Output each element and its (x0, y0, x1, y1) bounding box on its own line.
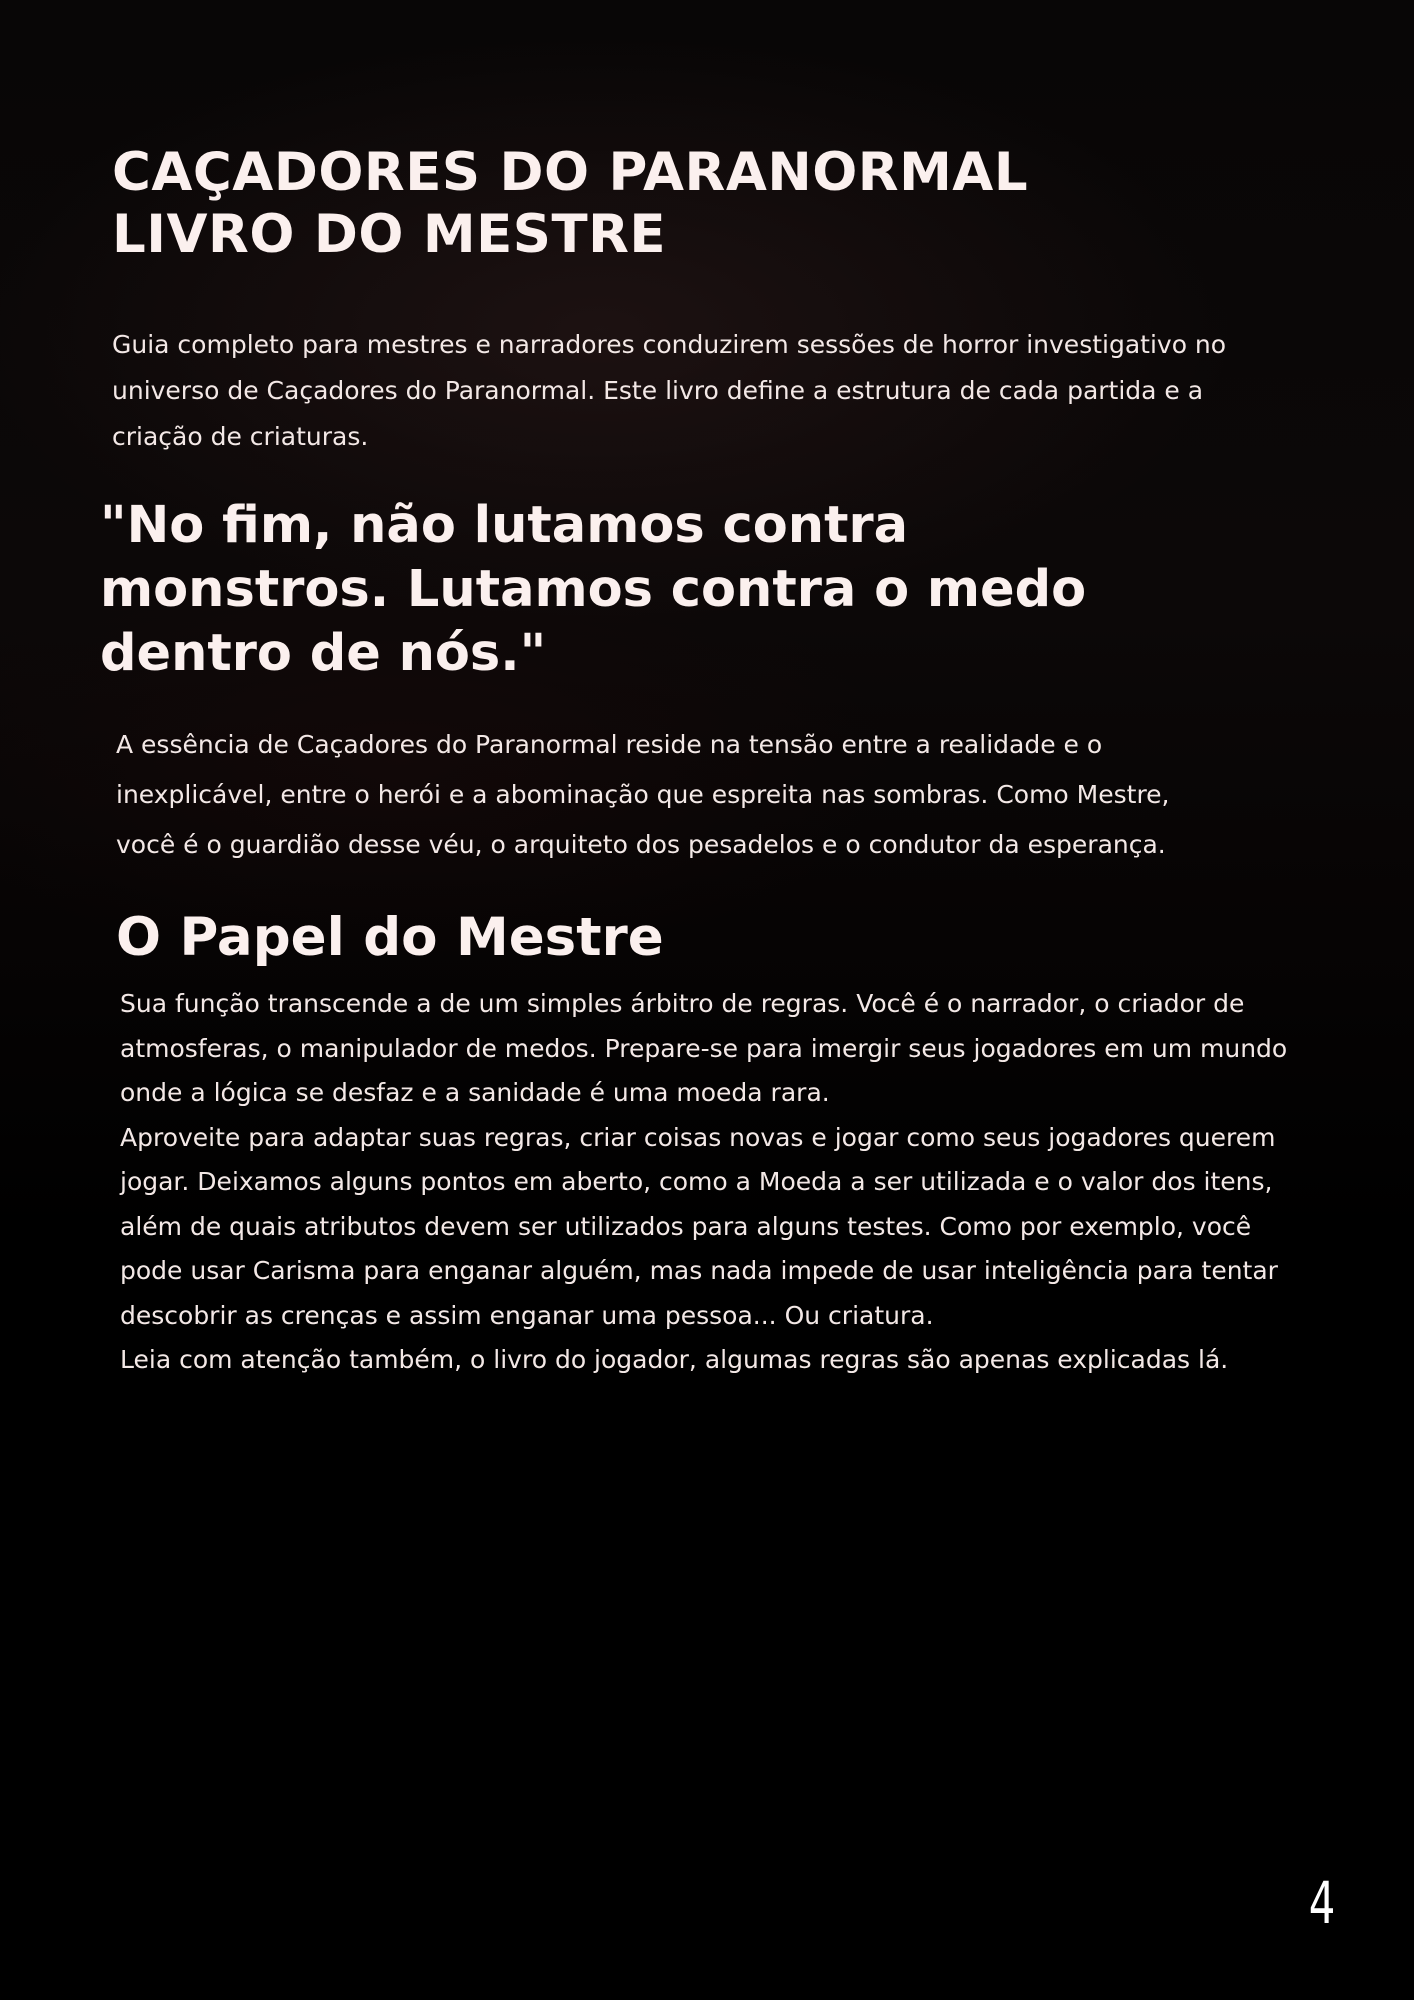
section-body (120, 982, 1287, 1383)
intro-line: criação de criaturas. (112, 422, 369, 451)
page-number: 4 (1308, 1869, 1336, 1937)
body-line: onde a lógica se desfaz e a sanidade é uma moeda rara. (120, 1078, 830, 1107)
book-title (112, 142, 1028, 266)
section-heading: O Papel do Mestre (116, 907, 664, 968)
quote-line: dentro de nós." (100, 624, 547, 683)
essence-line: inexplicável, entre o herói e a abominação que espreita nas sombras. Como Mestre, (116, 780, 1170, 809)
quote-line: "No fim, não lutamos contra (100, 496, 909, 555)
quote-line: monstros. Lutamos contra o medo (100, 560, 1087, 619)
essence-paragraph (116, 720, 1170, 870)
body-line: atmosferas, o manipulador de medos. Prepare-se para imergir seus jogadores em um mundo (120, 1033, 1288, 1063)
book-title-line-1: CAÇADORES DO PARANORMAL (112, 142, 1029, 203)
essence-line: A essência de Caçadores do Paranormal reside na tensão entre a realidade e o (116, 730, 1103, 759)
body-line: pode usar Carisma para enganar alguém, mas nada impede de usar inteligência para tentar (120, 1256, 1278, 1285)
essence-line: você é o guardião desse véu, o arquiteto dos pesadelos e o condutor da esperança. (116, 830, 1166, 859)
intro-line: Guia completo para mestres e narradores conduzirem sessões de horror investigativo no (112, 330, 1227, 359)
body-line: Leia com atenção também, o livro do jogador, algumas regras são apenas explicadas lá. (120, 1345, 1229, 1374)
body-line: Sua função transcende a de um simples árbitro de regras. Você é o narrador, o criador de (120, 989, 1245, 1018)
body-line: Aproveite para adaptar suas regras, criar coisas novas e jogar como seus jogadores querem (120, 1122, 1276, 1152)
intro-line: universo de Caçadores do Paranormal. Este livro define a estrutura de cada partida e a (112, 376, 1204, 405)
body-line: além de quais atributos devem ser utilizados para alguns testes. Como por exemplo, você (120, 1211, 1252, 1241)
pull-quote (100, 494, 1086, 686)
book-title-line-2: LIVRO DO MESTRE (112, 204, 667, 265)
body-line: jogar. Deixamos alguns pontos em aberto, como a Moeda a ser utilizada e o valor dos itens, (120, 1167, 1273, 1196)
intro-paragraph (112, 322, 1312, 460)
body-line: descobrir as crenças e assim enganar uma pessoa... Ou criatura. (120, 1300, 934, 1330)
